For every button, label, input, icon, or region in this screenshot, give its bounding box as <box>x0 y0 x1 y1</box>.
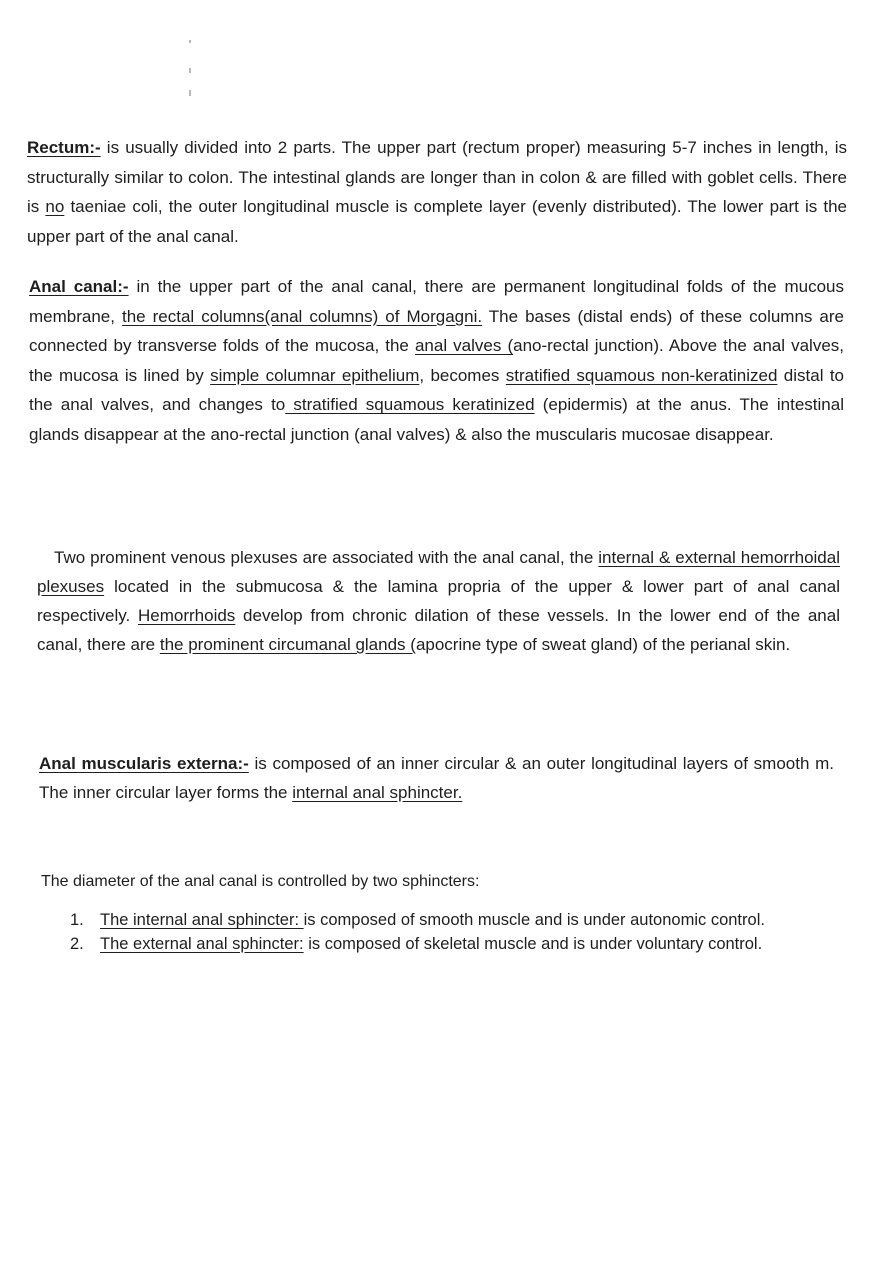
internal-sphincter-term: internal anal sphincter. <box>292 783 463 802</box>
venous-plexuses-paragraph: Two prominent venous plexuses are associated with the anal canal, the internal & external hemorrhoidal plexuses located in the submucosa & the lamina propria of the upper & lower part of anal canal respectively. Hemorrhoids develop from chronic dilation of these vessels. In the lower end of the anal canal, there are the prominent circumanal glands (apocrine type of sweat gland) of the perianal skin. <box>37 548 840 654</box>
non-keratinized-term: stratified squamous non-keratinized <box>505 365 778 385</box>
muscularis-heading: Anal muscularis externa:- <box>39 754 249 773</box>
list-item-label: The internal anal sphincter: <box>100 911 304 929</box>
hemorrhoids-term: Hemorrhoids <box>137 606 236 625</box>
diameter-sentence: The diameter of the anal canal is controlled by two sphincters: <box>41 873 480 890</box>
keratinized-term: stratified squamous keratinized <box>285 395 535 415</box>
sphincter-list <box>70 909 832 956</box>
circumanal-glands-term: the prominent circumanal glands ( <box>159 635 416 654</box>
rectal-columns-term: the rectal columns(anal columns) of Morgagni. <box>122 306 483 326</box>
scan-speck <box>189 90 191 96</box>
anal-valves-term: anal valves ( <box>414 336 514 356</box>
scan-speck <box>189 40 191 43</box>
hemorrhoidal-plexuses-term: internal & external hemorrhoidal plexuses <box>37 548 840 596</box>
simple-columnar-term: simple columnar epithelium <box>210 365 420 385</box>
rectum-heading: Rectum:- <box>27 138 101 157</box>
rectum-paragraph: Rectum:- is usually divided into 2 parts. The upper part (rectum proper) measuring 5-7 inches in length, is structurally similar to colon. The intestinal glands are longer than in colon & are filled with goblet cells. There is no taeniae coli, the outer longitudinal muscle is complete layer (evenly distributed). The lower part is the upper part of the anal canal. <box>27 138 848 246</box>
scan-speck <box>189 68 191 73</box>
muscularis-externa-paragraph: Anal muscularis externa:- is composed of an inner circular & an outer longitudinal layers of smooth m. The inner circular layer forms the internal anal sphincter. <box>39 754 834 802</box>
anal-canal-paragraph: Anal canal:- in the upper part of the anal canal, there are permanent longitudinal folds of the mucous membrane, the rectal columns(anal columns) of Morgagni. The bases (distal ends) of these columns are connected by transverse folds of the mucosa, the anal valves (ano-rectal junction). Above the anal valves, the mucosa is lined by simple columnar epithelium, becomes stratified squamous non-keratinized distal to the anal valves, and changes to stratified squamous keratinized (epidermis) at the anus. The intestinal glands disappear at the ano-rectal junction (anal valves) & also the muscularis mucosae disappear. <box>29 277 845 444</box>
list-item-label: The external anal sphincter: <box>100 934 304 953</box>
list-item: 1. The internal anal sphincter: is composed of smooth muscle and is under autonomic control. <box>70 911 765 929</box>
list-item: 2. The external anal sphincter: is composed of skeletal muscle and is under voluntary control. <box>70 934 763 953</box>
anal-canal-heading: Anal canal:- <box>29 277 129 296</box>
